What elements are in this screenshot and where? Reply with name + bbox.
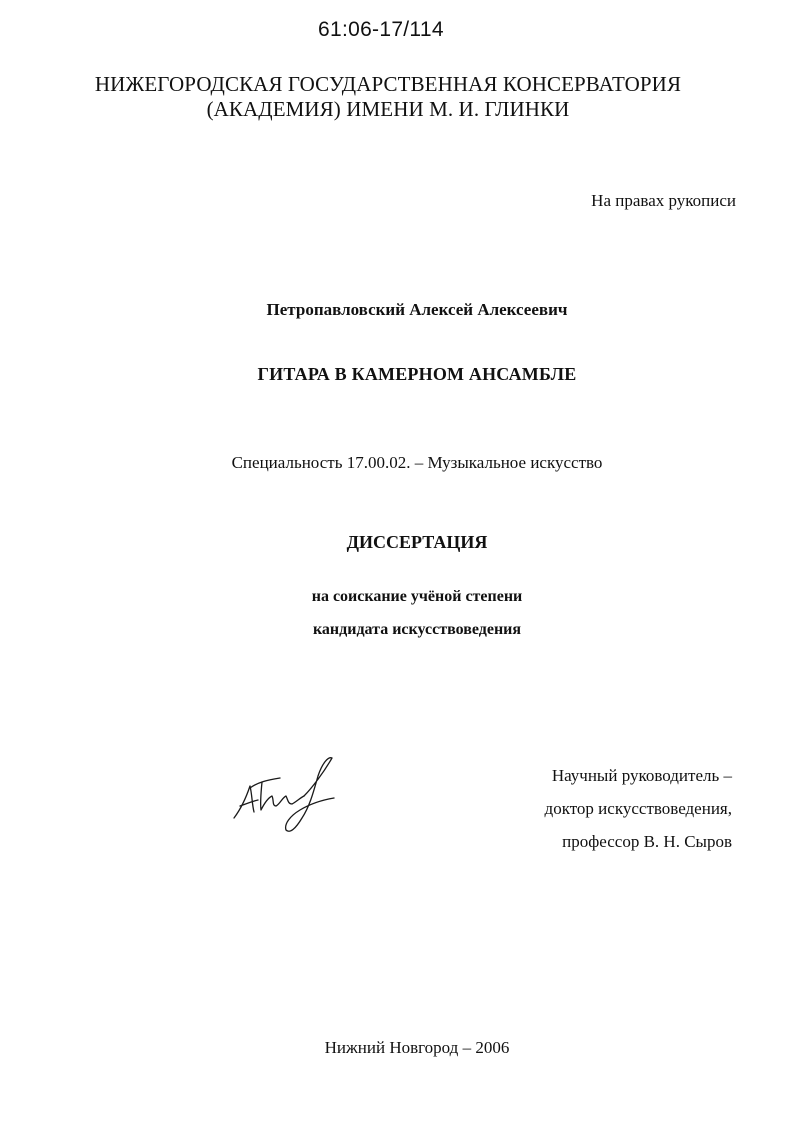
manuscript-rights-note: На правах рукописи	[591, 191, 736, 210]
institution-name-line2: (АКАДЕМИЯ) ИМЕНИ М. И. ГЛИНКИ	[206, 97, 570, 121]
supervisor-line1: Научный руководитель –	[551, 766, 732, 785]
degree-line2: кандидата искусствоведения	[312, 621, 522, 638]
degree-line1: на соискание учёной степени	[311, 588, 523, 605]
author-name: Петропавловский Алексей Алексеевич	[266, 300, 568, 319]
institution-name-line1: НИЖЕГОРОДСКАЯ ГОСУДАРСТВЕННАЯ КОНСЕРВАТОРИЯ	[94, 72, 682, 96]
supervisor-line2: доктор искусствоведения,	[544, 799, 732, 818]
archive-code: 61:06-17/114	[318, 18, 444, 41]
city-year: Нижний Новгород – 2006	[324, 1038, 510, 1057]
supervisor-line3: профессор В. Н. Сыров	[562, 832, 732, 851]
specialty-line: Специальность 17.00.02. – Музыкальное искусство	[231, 453, 603, 472]
document-type: ДИССЕРТАЦИЯ	[346, 532, 488, 552]
handwritten-signature	[228, 752, 340, 838]
dissertation-title: ГИТАРА В КАМЕРНОМ АНСАМБЛЕ	[257, 364, 577, 384]
